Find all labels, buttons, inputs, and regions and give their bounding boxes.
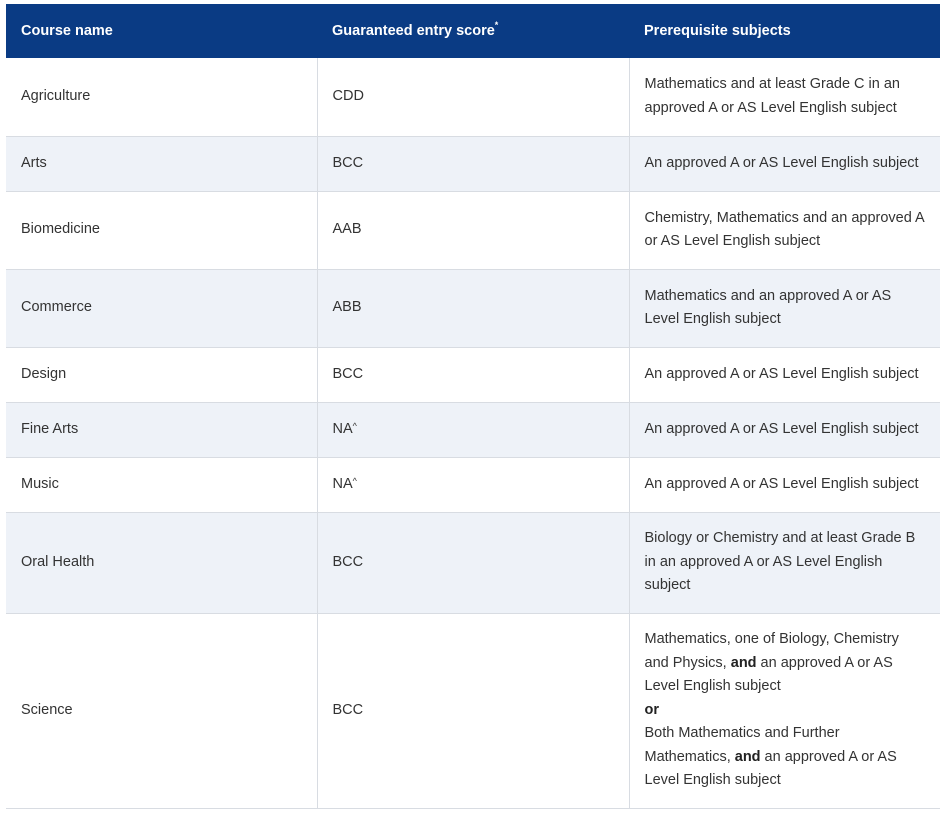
entry-requirements-table (6, 4, 940, 809)
table-row (6, 613, 940, 808)
prereq-cell: An approved A or AS Level English subject (629, 402, 940, 457)
table-row (6, 512, 940, 613)
score-value: BCC (332, 553, 364, 570)
header-prerequisite-subjects (629, 4, 940, 58)
prereq-text: an approved A or AS Level English subject (644, 748, 897, 789)
prereq-cell: Chemistry, Mathematics and an approved A or AS Level English subject (629, 191, 940, 269)
course-cell: Agriculture (6, 58, 317, 136)
course-cell: Fine Arts (6, 402, 317, 457)
header-score-footnote-mark: * (494, 20, 499, 30)
table-row (6, 191, 940, 269)
prereq-cell: Mathematics and at least Grade C in an approved A or AS Level English subject (629, 58, 940, 136)
prereq-cell (629, 613, 940, 808)
score-cell (317, 58, 629, 136)
prereq-or: or (644, 701, 659, 718)
course-cell: Oral Health (6, 512, 317, 613)
table-row (6, 58, 940, 136)
score-value: AAB (332, 221, 362, 238)
prereq-option-b (645, 725, 897, 788)
course-cell: Commerce (6, 269, 317, 347)
prereq-cell: An approved A or AS Level English subject (629, 136, 940, 191)
course-cell: Design (6, 347, 317, 402)
score-cell (317, 191, 629, 269)
table-row (6, 402, 940, 457)
prereq-text: an approved A or AS Level English subject (644, 654, 893, 695)
score-cell (317, 512, 629, 613)
score-footnote-mark: ^ (352, 475, 357, 486)
header-row (6, 4, 940, 58)
table-body (6, 58, 940, 808)
header-score-label: Guaranteed entry score (332, 23, 495, 39)
prereq-option-a (645, 631, 899, 694)
table-row (6, 269, 940, 347)
prereq-cell: Mathematics and an approved A or AS Level English subject (629, 269, 940, 347)
header-course-name (6, 4, 317, 58)
prereq-cell: An approved A or AS Level English subject (629, 457, 940, 512)
course-cell: Arts (6, 136, 317, 191)
header-guaranteed-entry-score (317, 4, 629, 58)
entry-requirements-table-container (6, 4, 940, 809)
score-cell (317, 402, 629, 457)
prereq-cell: An approved A or AS Level English subject (629, 347, 940, 402)
score-value: NA (332, 475, 353, 492)
course-cell: Science (6, 613, 317, 808)
table-row (6, 136, 940, 191)
header-prereq-label: Prerequisite subjects (644, 23, 791, 39)
score-value: CDD (332, 88, 364, 104)
score-value: BCC (332, 365, 364, 382)
table-row (6, 457, 940, 512)
score-cell (317, 136, 629, 191)
score-value: BCC (332, 154, 364, 171)
score-value: ABB (332, 299, 362, 316)
score-value: NA (332, 420, 353, 437)
score-value: BCC (332, 701, 364, 718)
score-cell (317, 347, 629, 402)
score-footnote-mark: ^ (352, 420, 357, 431)
prereq-emphasis: and (730, 654, 757, 671)
prereq-text: Mathematics, one of Biology, Chemistry and Physics, (644, 631, 899, 671)
score-cell (317, 613, 629, 808)
table-row (6, 347, 940, 402)
course-cell: Music (6, 457, 317, 512)
prereq-text: Both Mathematics and Further Mathematics, (644, 725, 840, 765)
score-cell (317, 269, 629, 347)
prereq-cell: Biology or Chemistry and at least Grade B in an approved A or AS Level English subject (629, 512, 940, 613)
prereq-emphasis: and (734, 748, 761, 765)
course-cell: Biomedicine (6, 191, 317, 269)
header-course-name-label: Course name (21, 23, 113, 39)
score-cell (317, 457, 629, 512)
table-header (6, 4, 940, 58)
